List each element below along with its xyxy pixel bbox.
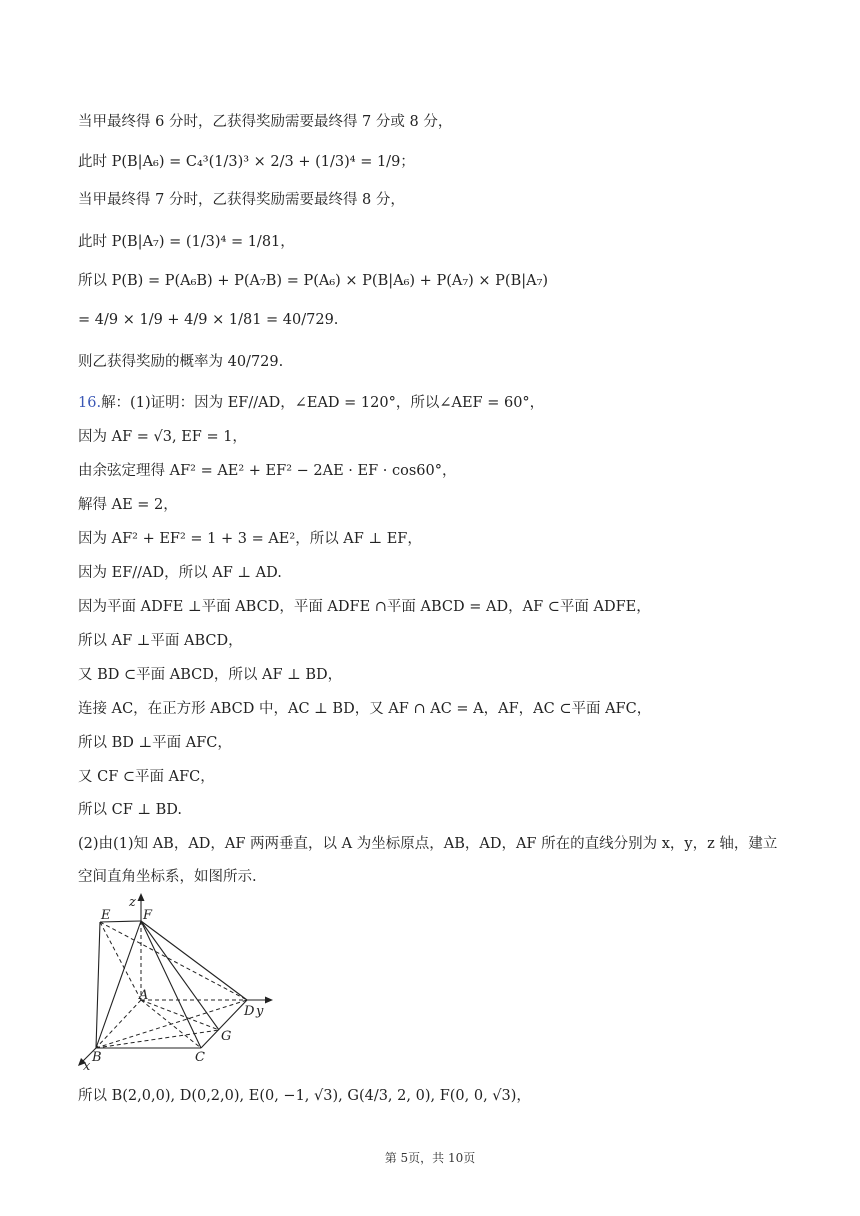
coordinate-figure — [74, 893, 274, 1071]
page-footer: 第 5页，共 10页 — [384, 1151, 476, 1165]
edge-EB — [96, 922, 100, 1048]
label-z: z — [129, 895, 136, 910]
text-line-3: 当甲最终得 7 分时，乙获得奖励需要最终得 8 分， — [78, 192, 405, 208]
text-line-8: 解：(1)证明：因为 EF//AD，∠EAD = 120°，所以∠AEF = 60°， — [101, 395, 545, 411]
edge-FC — [141, 921, 201, 1048]
label-A: A — [139, 988, 149, 1003]
label-B: B — [92, 1050, 102, 1065]
label-F: F — [143, 908, 153, 923]
label-y: y — [256, 1004, 264, 1019]
edge-ED — [100, 922, 247, 1000]
text-line-4: 此时 P(B|A₇) = (1/3)⁴ = 1/81， — [78, 234, 295, 250]
text-line-2: 此时 P(B|A₆) = C₄³(1/3)³ × 2/3 + (1/3)⁴ = 1/9； — [78, 154, 415, 170]
text-line-10: 由余弦定理得 AF² = AE² + EF² − 2AE · EF · cos60°， — [78, 463, 457, 479]
label-E: E — [101, 908, 111, 923]
edge-FG — [141, 921, 219, 1030]
z-arrow — [138, 893, 145, 901]
text-line-6: = 4/9 × 1/9 + 4/9 × 1/81 = 40/729. — [78, 312, 339, 328]
text-line-11: 解得 AE = 2， — [78, 497, 178, 513]
text-line-7: 则乙获得奖励的概率为 40/729. — [78, 354, 284, 370]
label-C: C — [195, 1050, 205, 1065]
edge-EA — [100, 922, 141, 1000]
label-D: D — [244, 1004, 255, 1019]
text-line-23: 所以 B(2,0,0), D(0,2,0), E(0, −1, √3), G(4/3, 2, 0), F(0, 0, √3)， — [78, 1088, 531, 1104]
edge-BG — [96, 1030, 219, 1048]
text-line-17: 连接 AC，在正方形 ABCD 中，AC ⊥ BD，又 AF ∩ AC = A，AF，AC ⊂平面 AFC， — [78, 701, 652, 717]
text-line-18: 所以 BD ⊥平面 AFC， — [78, 735, 232, 751]
label-G: G — [221, 1029, 232, 1044]
text-line-16: 又 BD ⊂平面 ABCD，所以 AF ⊥ BD， — [78, 667, 343, 683]
text-line-21: (2)由(1)知 AB，AD，AF 两两垂直，以 A 为坐标原点，AB，AD，AF 所在的直线分别为 x，y，z 轴，建立 — [78, 836, 778, 852]
text-line-5: 所以 P(B) = P(A₆B) + P(A₇B) = P(A₆) × P(B|A₆) + P(A₇) × P(B|A₇) — [78, 273, 549, 289]
text-line-20: 所以 CF ⊥ BD. — [78, 802, 182, 818]
question-number: 16. — [78, 395, 102, 411]
y-arrow — [265, 997, 273, 1004]
text-line-12: 因为 AF² + EF² = 1 + 3 = AE²，所以 AF ⊥ EF， — [78, 531, 422, 547]
text-line-22: 空间直角坐标系，如图所示. — [78, 869, 257, 885]
label-x: x — [83, 1059, 91, 1071]
text-line-15: 所以 AF ⊥平面 ABCD， — [78, 633, 243, 649]
edge-FD — [141, 921, 247, 1000]
question-16-line — [78, 393, 544, 413]
text-line-19: 又 CF ⊂平面 AFC， — [78, 769, 215, 785]
text-line-9: 因为 AF = √3, EF = 1， — [78, 429, 247, 445]
text-line-14: 因为平面 ADFE ⊥平面 ABCD，平面 ADFE ∩平面 ABCD = AD，AF ⊂平面 ADFE， — [78, 599, 651, 615]
text-line-13: 因为 EF//AD，所以 AF ⊥ AD. — [78, 565, 282, 581]
text-line-1: 当甲最终得 6 分时，乙获得奖励需要最终得 7 分或 8 分， — [78, 114, 453, 130]
